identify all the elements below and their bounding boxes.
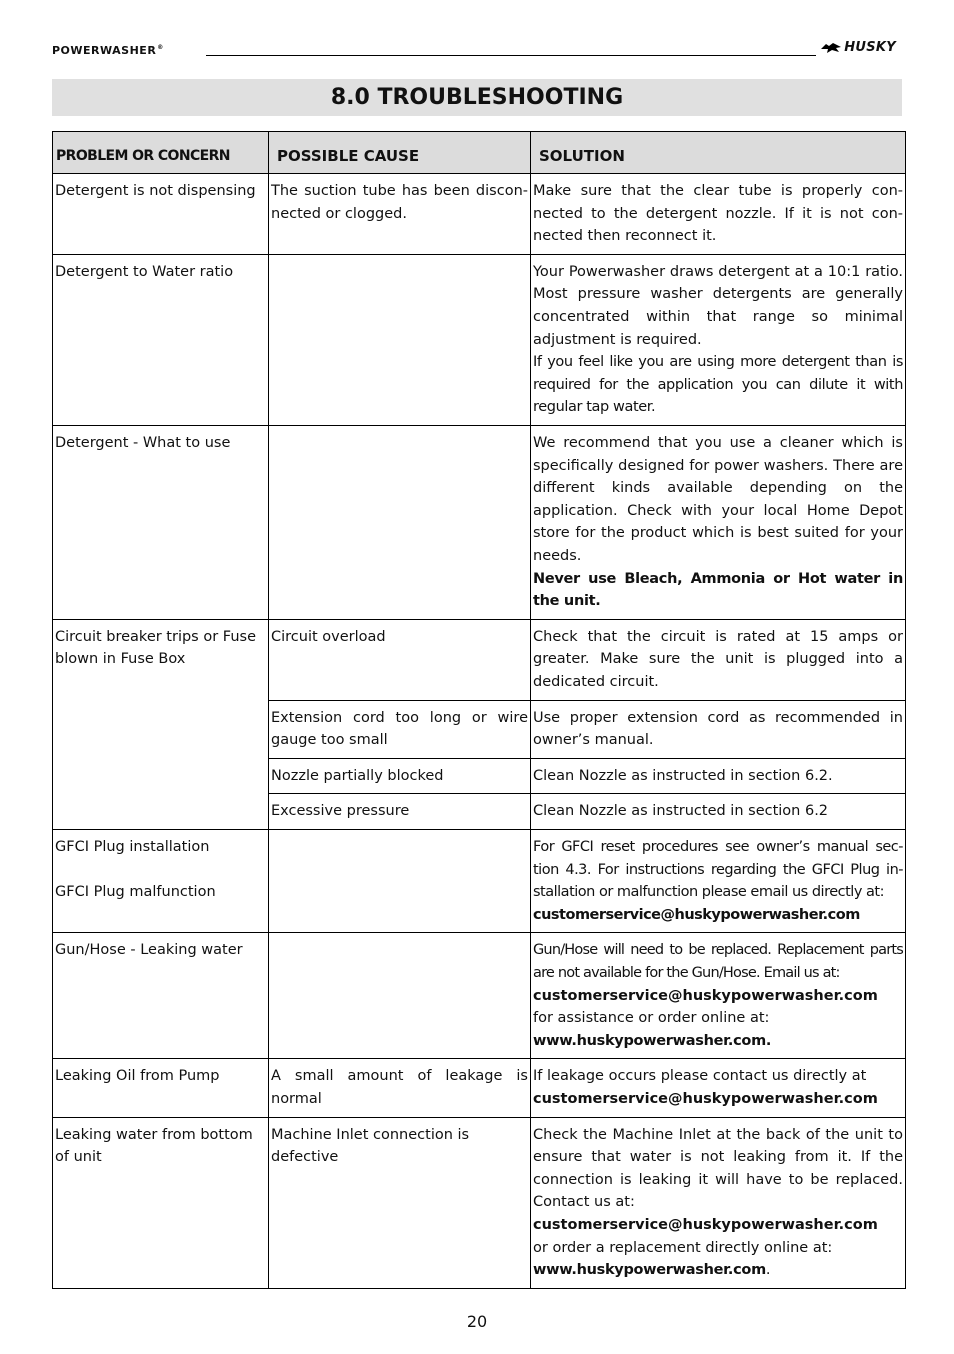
table-row xyxy=(53,933,906,1059)
cause-cell: Excessive pressure xyxy=(269,794,531,830)
problem-cell: Detergent - What to use xyxy=(53,425,269,619)
solution-cell xyxy=(531,830,906,933)
table-row xyxy=(53,425,906,619)
solution-text: for assistance or order online at: xyxy=(533,1010,770,1027)
table-row xyxy=(53,830,906,933)
section-title-bar xyxy=(52,79,902,116)
cause-cell xyxy=(269,933,531,1059)
column-header-cause: POSSIBLE CAUSE xyxy=(269,132,531,174)
column-header-solution: SOLUTION xyxy=(531,132,906,174)
brand-name xyxy=(52,44,164,57)
solution-text: Most pressure washer detergents are generally concentrated within that range so minimal adjustment is required. xyxy=(533,286,903,348)
solution-cell: Check that the circuit is rated at 15 amps or greater. Make sure the unit is plugged into a dedicated circuit. xyxy=(531,619,906,700)
email-text: customerservice@huskypowerwasher.com xyxy=(533,906,860,923)
email-text: customerservice@huskypowerwasher.com xyxy=(533,1216,878,1233)
solution-cell: Use proper extension cord as recommended in owner’s manual. xyxy=(531,700,906,758)
cause-cell xyxy=(269,830,531,933)
cause-cell: The suction tube has been discon-nected or clogged. xyxy=(269,174,531,255)
solution-cell xyxy=(531,1117,906,1288)
problem-cell: Leaking water from bottom of unit xyxy=(53,1117,269,1288)
solution-text: Gun/Hose will need to be replaced. Replacement parts are not available for the Gun/Hose. Email us at: xyxy=(533,942,903,982)
solution-cell: Make sure that the clear tube is properly con-nected to the detergent nozzle. If it is not con-nected then reconnect it. xyxy=(531,174,906,255)
table-row xyxy=(53,254,906,425)
table-header-row xyxy=(53,132,906,174)
solution-cell xyxy=(531,425,906,619)
solution-text: For GFCI reset procedures see owner’s manual sec-tion 4.3. For instructions regarding the GFCI Plug in-stallation or malfunction please email us directly at: xyxy=(533,839,903,901)
solution-text: If you feel like you are using more detergent than is required for the application you can dilute it with regular tap water. xyxy=(533,354,903,416)
email-text: customerservice@huskypowerwasher.com xyxy=(533,987,878,1004)
page-number: 20 xyxy=(466,1312,488,1331)
table-row xyxy=(53,619,906,700)
website-text: www.huskypowerwasher.com xyxy=(533,1262,766,1279)
solution-text: or order a replacement directly online at: xyxy=(533,1239,833,1256)
problem-cell xyxy=(53,830,269,933)
logo-text: HUSKY xyxy=(844,40,896,55)
problem-cell: Circuit breaker trips or Fuse blown in Fuse Box xyxy=(53,619,269,829)
cause-cell: A small amount of leakage is normal xyxy=(269,1059,531,1117)
header-rule xyxy=(206,55,816,56)
problem-cell: Gun/Hose - Leaking water xyxy=(53,933,269,1059)
solution-text: Your Powerwasher draws detergent at a 10:1 ratio. xyxy=(533,263,903,280)
solution-cell xyxy=(531,254,906,425)
website-text: www.huskypowerwasher.com. xyxy=(533,1032,772,1049)
troubleshooting-table xyxy=(52,131,906,1289)
cause-cell: Machine Inlet connection is defective xyxy=(269,1117,531,1288)
cause-cell: Nozzle partially blocked xyxy=(269,758,531,794)
solution-cell: Clean Nozzle as instructed in section 6.2 xyxy=(531,794,906,830)
table-row xyxy=(53,1117,906,1288)
problem-cell: Detergent is not dispensing xyxy=(53,174,269,255)
cause-cell: Circuit overload xyxy=(269,619,531,700)
page-header xyxy=(52,38,904,62)
husky-logo xyxy=(820,40,896,55)
solution-text: We recommend that you use a cleaner which is specifically designed for power washers. There are different kinds available depending on the application. Check with your local Home Depot store for the product which is best suited for your needs. xyxy=(533,434,903,564)
problem-text: GFCI Plug malfunction xyxy=(55,884,216,901)
warning-text: Never use Bleach, Ammonia or Hot water in the unit. xyxy=(533,570,903,610)
email-text: customerservice@huskypowerwasher.com xyxy=(533,1091,878,1107)
column-header-problem: PROBLEM OR CONCERN xyxy=(53,132,269,174)
problem-text: GFCI Plug installation xyxy=(55,839,210,856)
problem-cell: Detergent to Water ratio xyxy=(53,254,269,425)
table-row xyxy=(53,174,906,255)
cause-cell xyxy=(269,254,531,425)
problem-cell: Leaking Oil from Pump xyxy=(53,1059,269,1117)
solution-text: If leakage occurs please contact us directly at xyxy=(533,1068,867,1085)
section-title: 8.0 TROUBLESHOOTING xyxy=(330,85,624,110)
husky-dog-icon xyxy=(820,41,842,55)
brand-text: POWERWASHER xyxy=(52,44,157,57)
table-row xyxy=(53,1059,906,1117)
registered-mark: ® xyxy=(157,44,164,52)
solution-cell xyxy=(531,1059,906,1117)
website-suffix: . xyxy=(765,1262,771,1279)
cause-cell: Extension cord too long or wire gauge too small xyxy=(269,700,531,758)
solution-cell xyxy=(531,933,906,1059)
cause-cell xyxy=(269,425,531,619)
solution-text: Check the Machine Inlet at the back of the unit to ensure that water is not leaking from it. If the connection is leaking it will have to be replaced. Contact us at: xyxy=(533,1126,903,1211)
solution-cell: Clean Nozzle as instructed in section 6.2. xyxy=(531,758,906,794)
